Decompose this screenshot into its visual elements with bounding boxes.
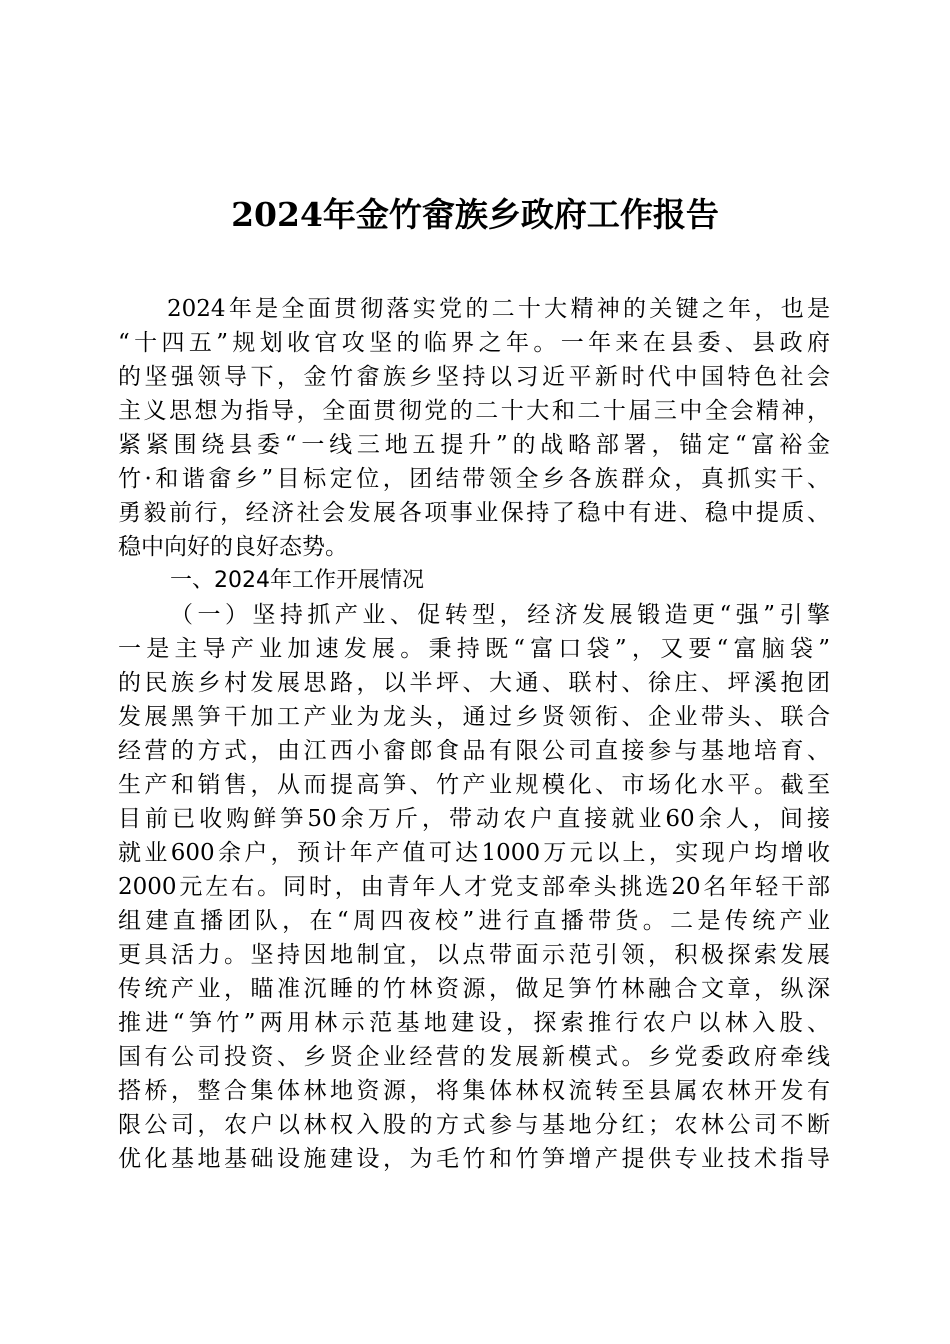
- intro-line: 2024年是全面贯彻落实党的二十大精神的关键之年，也是: [167, 296, 830, 322]
- body-line: 搭桥，整合集体林地资源，将集体林权流转至县属农林开发有: [118, 1078, 830, 1104]
- intro-line: 稳中向好的良好态势。: [118, 534, 348, 560]
- body-line: 就业600余户，预计年产值可达1000万元以上，实现户均增收: [118, 840, 830, 866]
- body-line: 组建直播团队，在“周四夜校”进行直播带货。二是传统产业: [118, 908, 830, 934]
- body-line: 更具活力。坚持因地制宜，以点带面示范引领，积极探索发展: [118, 942, 830, 968]
- body-line: 发展黑笋干加工产业为龙头，通过乡贤领衔、企业带头、联合: [118, 704, 830, 730]
- body-line: 限公司，农户以林权入股的方式参与基地分红；农林公司不断: [118, 1112, 830, 1138]
- subsection-heading: （一）坚持抓产业、促转型，经济发展锻造更“强”引擎: [170, 602, 830, 628]
- intro-line: “十四五”规划收官攻坚的临界之年。一年来在县委、县政府: [118, 330, 830, 356]
- intro-line: 勇毅前行，经济社会发展各项事业保持了稳中有进、稳中提质、: [118, 500, 830, 526]
- intro-line: 紧紧围绕县委“一线三地五提升”的战略部署，锚定“富裕金: [118, 432, 830, 458]
- body-line: 一是主导产业加速发展。秉持既“富口袋”，又要“富脑袋”: [118, 636, 830, 662]
- body-line: 传统产业，瞄准沉睡的竹林资源，做足笋竹林融合文章，纵深: [118, 976, 830, 1002]
- intro-line: 的坚强领导下，金竹畲族乡坚持以习近平新时代中国特色社会: [118, 364, 830, 390]
- intro-line: 主义思想为指导，全面贯彻党的二十大和二十届三中全会精神，: [118, 398, 830, 424]
- body-line: 的民族乡村发展思路，以半坪、大通、联村、徐庄、坪溪抱团: [118, 670, 830, 696]
- body-line: 优化基地基础设施建设，为毛竹和竹笋增产提供专业技术指导: [118, 1146, 830, 1172]
- section-heading: 一、2024年工作开展情况: [170, 568, 424, 593]
- body-line: 推进“笋竹”两用林示范基地建设，探索推行农户以林入股、: [118, 1010, 830, 1036]
- report-body: [118, 292, 830, 1176]
- body-line: 经营的方式，由江西小畲郎食品有限公司直接参与基地培育、: [118, 738, 830, 764]
- body-line: 2000元左右。同时，由青年人才党支部牵头挑选20名年轻干部: [118, 874, 830, 900]
- body-line: 目前已收购鲜笋50余万斤，带动农户直接就业60余人，间接: [118, 806, 830, 832]
- intro-line: 竹·和谐畲乡”目标定位，团结带领全乡各族群众，真抓实干、: [118, 466, 830, 492]
- body-line: 生产和销售，从而提高笋、竹产业规模化、市场化水平。截至: [118, 772, 830, 798]
- page-title: 2024年金竹畲族乡政府工作报告: [231, 195, 719, 234]
- body-line: 国有公司投资、乡贤企业经营的发展新模式。乡党委政府牵线: [118, 1044, 830, 1070]
